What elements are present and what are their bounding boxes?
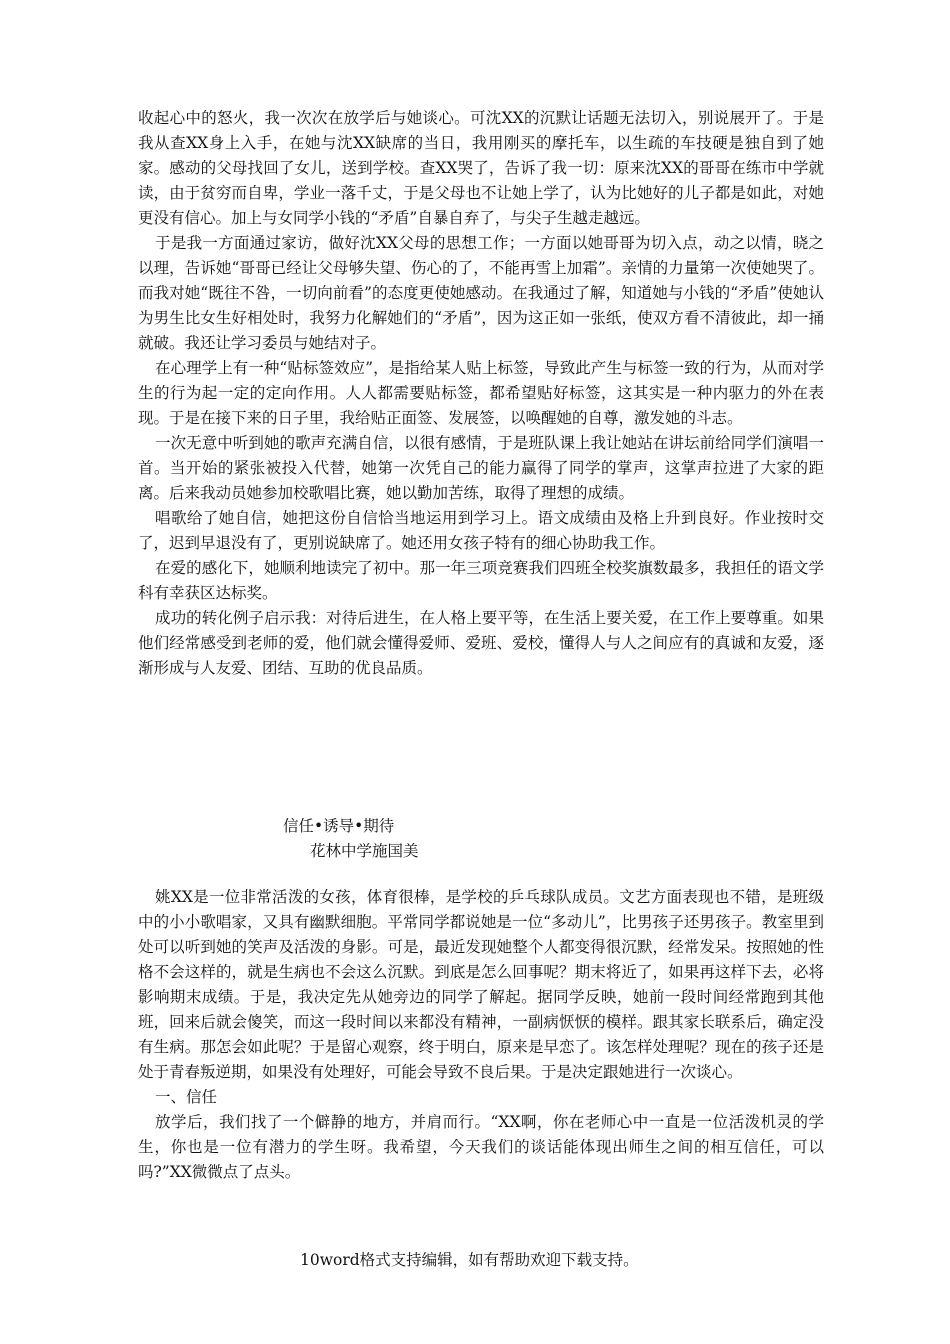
paragraph: 成功的转化例子启示我：对待后进生，在人格上要平等，在生活上要关爱，在工作上要尊重。如果他们经常感受到老师的爱，他们就会懂得爱师、爱班、爱校，懂得人与人之间应有的真诚和友爱，逐渐形成与人友爱、团结、互助的优良品质。: [138, 609, 824, 677]
paragraph: 一次无意中听到她的歌声充满自信，以很有感情，于是班队课上我让她站在讲坛前给同学们演唱一首。当开始的紧张被投入代替，她第一次凭自己的能力赢得了同学的掌声，这掌声拉进了大家的距离。后来我动员她参加校歌唱比赛，她以勤加苦练，取得了理想的成绩。: [138, 434, 824, 502]
text-block-bottom: [138, 885, 824, 1185]
paragraph: 放学后，我们找了一个僻静的地方，并肩而行。“XX啊，你在老师心中一直是一位活泼机灵的学生，你也是一位有潜力的学生呀。我希望，今天我们的谈话能体现出师生之间的相互信任，可以吗?”XX微微点了点头。: [138, 1113, 824, 1181]
paragraph: 于是我一方面通过家访，做好沈XX父母的思想工作；一方面以她哥哥为切入点，动之以情，晓之以理，告诉她“哥哥已经让父母够失望、伤心的了，不能再雪上加霜”。亲情的力量第一次使她哭了。而我对她“既往不咎，一切向前看”的态度更使她感动。在我通过了解，知道她与小钱的“矛盾”使她认为男生比女生好相处时，我努力化解她们的“矛盾”，因为这正如一张纸，使双方看不清彼此，却一捅就破。我还让学习委员与她结对子。: [138, 234, 824, 352]
paragraph: 在爱的感化下，她顺利地读完了初中。那一年三项竞赛我们四班全校奖旗数最多，我担任的语文学科有幸获区达标奖。: [138, 559, 824, 602]
paragraph: 唱歌给了她自信，她把这份自信恰当地运用到学习上。语文成绩由及格上升到良好。作业按时交了，迟到早退没有了，更别说缺席了。她还用女孩子特有的细心协助我工作。: [138, 509, 824, 552]
section-heading: 一、信任: [155, 1088, 218, 1106]
article-author: 花林中学施国美: [310, 842, 419, 860]
page-footer: 10word格式支持编辑，如有帮助欢迎下载支持。: [300, 1251, 639, 1269]
article-title: 信任•诱导•期待: [283, 817, 395, 835]
paragraph: 收起心中的怒火，我一次次在放学后与她谈心。可沈XX的沉默让话题无法切入，别说展开了。于是我从查XX身上入手，在她与沈XX缺席的当日，我用刚买的摩托车，以生疏的车技硬是独自到了她家。感动的父母找回了女儿，送到学校。查XX哭了，告诉了我一切：原来沈XX的哥哥在练市中学就读，由于贫穷而自卑，学业一落千丈，于是父母也不让她上学了，认为比她好的儿子都是如此，对她更没有信心。加上与女同学小钱的“矛盾”自暴自弃了，与尖子生越走越远。: [138, 109, 824, 227]
text-block-top: [138, 106, 824, 681]
paragraph: 姚XX是一位非常活泼的女孩，体育很棒，是学校的乒乓球队成员。文艺方面表现也不错，是班级中的小小歌唱家，又具有幽默细胞。平常同学都说她是一位“多动儿”，比男孩子还男孩子。教室里到处可以听到她的笑声及活泼的身影。可是，最近发现她整个人都变得很沉默，经常发呆。按照她的性格不会这样的，就是生病也不会这么沉默。到底是怎么回事呢？期末将近了，如果再这样下去，必将影响期末成绩。于是，我决定先从她旁边的同学了解起。据同学反映，她前一段时间经常跑到其他班，回来后就会傻笑，而这一段时间以来都没有精神，一副病恹恹的模样。跟其家长联系后，确定没有生病。那怎会如此呢？于是留心观察，终于明白，原来是早恋了。该怎样处理呢？现在的孩子还是处于青春叛逆期，如果没有处理好，可能会导致不良后果。于是决定跟她进行一次谈心。: [138, 888, 824, 1081]
paragraph: 在心理学上有一种“贴标签效应”，是指给某人贴上标签，导致此产生与标签一致的行为，从而对学生的行为起一定的定向作用。人人都需要贴标签，都希望贴好标签，这其实是一种内驱力的外在表现。于是在接下来的日子里，我给贴正面签、发展签，以唤醒她的自尊，激发她的斗志。: [138, 359, 824, 427]
